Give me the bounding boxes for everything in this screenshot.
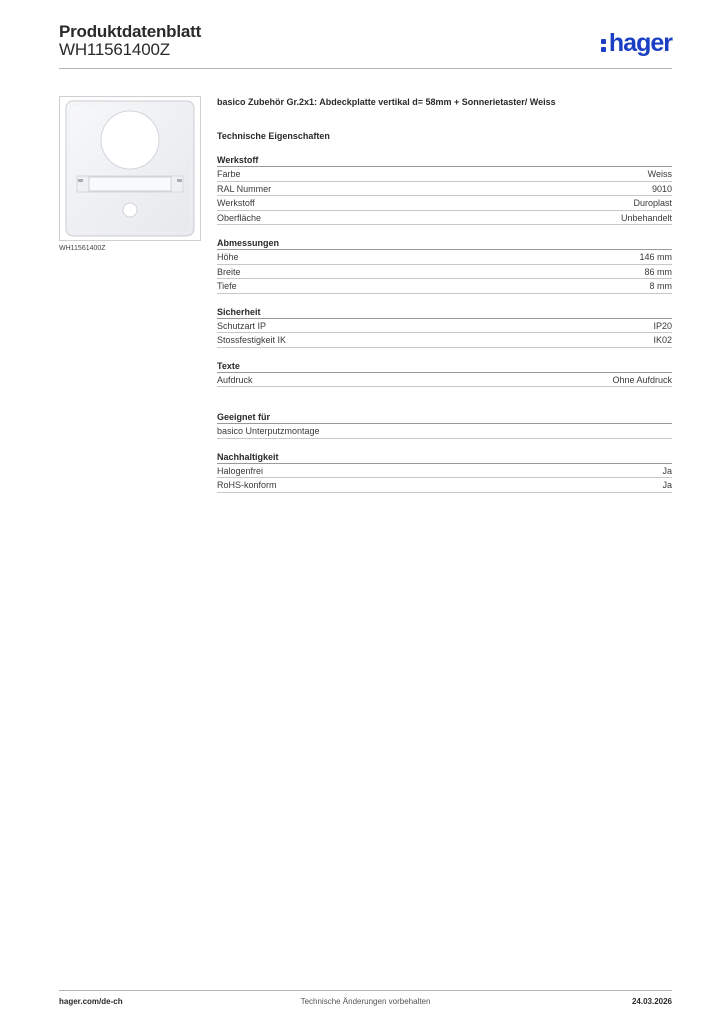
section-title: Nachhaltigkeit [217,451,672,464]
properties-sections [217,154,672,493]
cover-plate-illustration-icon [60,97,200,240]
footer-website: hager.com/de-ch [59,997,123,1006]
property-row [217,250,672,265]
property-row [217,279,672,294]
section-werkstoff [217,154,672,225]
property-value: Unbehandelt [620,212,672,223]
property-row [217,333,672,348]
property-value: Ohne Aufdruck [612,374,672,385]
property-value: IK02 [653,335,672,345]
document-title: Produktdatenblatt [59,22,202,41]
property-label: Schutzart IP [217,320,267,331]
property-value: 86 mm [644,266,672,277]
page-footer [59,997,672,1011]
product-number: WH11561400Z [59,40,170,59]
property-label: basico Unterputzmontage [217,426,320,436]
property-row [217,265,672,280]
property-label: Breite [217,266,241,277]
property-row [217,478,672,493]
section-abmessungen [217,237,672,294]
property-row [217,373,672,388]
property-label: Farbe [217,169,241,179]
section-title: Werkstoff [217,154,672,167]
product-details [217,96,672,493]
property-value: 9010 [651,183,672,194]
logo-dots-icon [601,33,607,53]
technical-properties-heading: Technische Eigenschaften [217,131,330,141]
property-row [217,182,672,197]
section-sicherheit [217,306,672,348]
property-label: Halogenfrei [217,465,264,476]
page-header [59,20,672,70]
header-divider [59,68,672,69]
property-row [217,424,672,439]
section-texte [217,360,672,388]
section-title: Texte [217,360,672,373]
property-value: 8 mm [649,281,672,291]
footer-disclaimer: Technische Änderungen vorbehalten [300,997,431,1006]
image-caption: WH11561400Z [59,245,106,252]
footer-divider [59,990,672,991]
property-label: Aufdruck [217,374,253,385]
footer-date: 24.03.2026 [631,997,672,1006]
property-value: Ja [662,480,672,490]
property-label: Werkstoff [217,198,255,208]
property-label: Tiefe [217,281,237,291]
property-value: Weiss [647,169,672,179]
property-label: Oberfläche [217,212,262,223]
section-nachhaltigkeit [217,451,672,493]
property-label: RAL Nummer [217,183,272,194]
property-label: Stossfestigkeit IK [217,335,287,345]
product-description: basico Zubehör Gr.2x1: Abdeckplatte vertikal d= 58mm + Sonnerietaster/ Weiss [217,97,556,107]
section-title: Geeignet für [217,411,672,424]
property-value: 146 mm [639,252,672,262]
property-row [217,196,672,211]
property-value: Ja [662,465,672,476]
property-row [217,167,672,182]
logo-text: hager [608,29,672,57]
product-image [59,96,201,241]
property-row [217,319,672,334]
property-row [217,464,672,479]
hager-logo [601,29,672,57]
property-value: Duroplast [633,198,672,208]
section-geeignet-für [217,411,672,439]
section-title: Sicherheit [217,306,672,319]
property-value: IP20 [653,320,672,331]
property-row [217,211,672,226]
property-label: RoHS-konform [217,480,277,490]
property-label: Höhe [217,252,239,262]
section-title: Abmessungen [217,237,672,250]
